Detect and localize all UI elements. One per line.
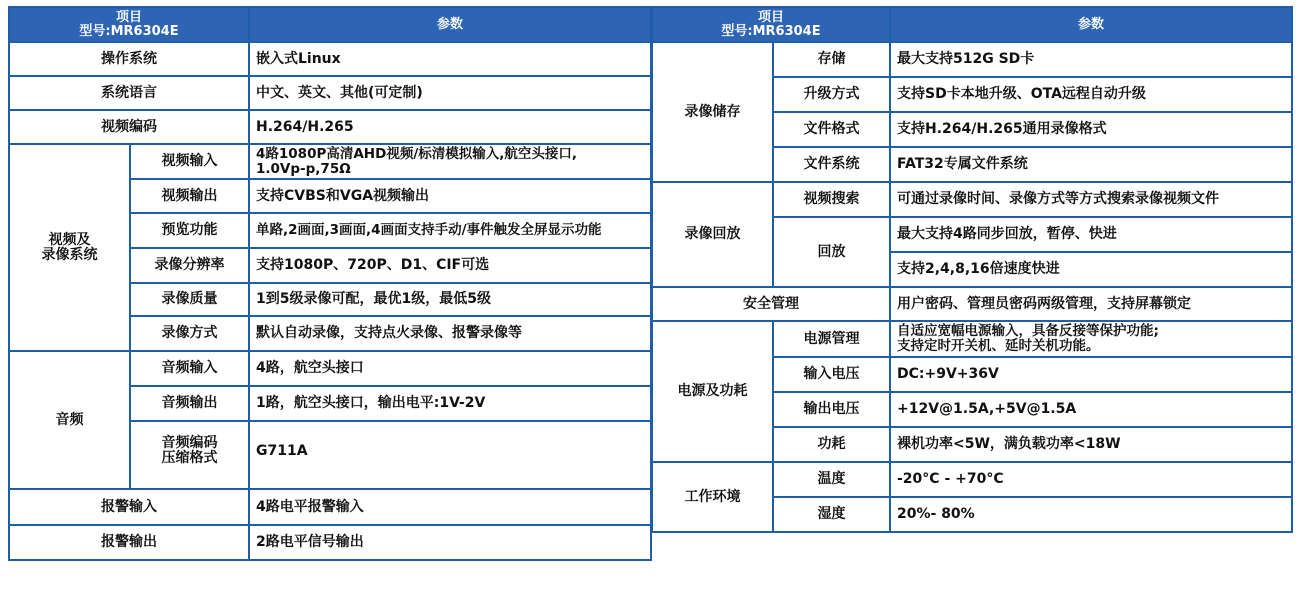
storage-label: 录像储存 bbox=[652, 42, 773, 182]
alarm-output-label: 报警输出 bbox=[9, 525, 249, 560]
audio-input-label: 音频输入 bbox=[130, 351, 249, 386]
video-search-label: 视频搜索 bbox=[773, 182, 890, 217]
video-input-label: 视频输入 bbox=[130, 144, 249, 179]
codec-label: 视频编码 bbox=[9, 110, 249, 144]
video-output-value: 支持CVBS和VGA视频输出 bbox=[249, 179, 651, 213]
os-label: 操作系统 bbox=[9, 42, 249, 76]
audio-codec-label: 音频编码 压缩格式 bbox=[130, 421, 249, 489]
preview-value: 单路,2画面,3画面,4画面支持手动/事件触发全屏显示功能 bbox=[249, 213, 651, 248]
record-resolution-value: 支持1080P、720P、D1、CIF可选 bbox=[249, 248, 651, 283]
file-system-label: 文件系统 bbox=[773, 147, 890, 182]
header-item-title: 项目 bbox=[757, 9, 784, 25]
playback-label: 录像回放 bbox=[652, 182, 773, 287]
audio-codec-value: G711A bbox=[249, 421, 651, 489]
lang-value: 中文、英文、其他(可定制) bbox=[249, 76, 651, 110]
playback-mode-label: 回放 bbox=[773, 217, 890, 287]
audio-label: 音频 bbox=[9, 351, 130, 489]
file-format-label: 文件格式 bbox=[773, 112, 890, 147]
os-value: 嵌入式Linux bbox=[249, 42, 651, 76]
header-model: 型号:MR6304E bbox=[79, 23, 179, 39]
environment-label: 工作环境 bbox=[652, 462, 773, 532]
file-system-value: FAT32专属文件系统 bbox=[890, 147, 1292, 182]
audio-output-label: 音频输出 bbox=[130, 386, 249, 421]
lang-label: 系统语言 bbox=[9, 76, 249, 110]
storage-capacity-label: 存储 bbox=[773, 42, 890, 77]
record-quality-label: 录像质量 bbox=[130, 283, 249, 316]
security-value: 用户密码、管理员密码两级管理，支持屏幕锁定 bbox=[890, 287, 1292, 321]
header-item bbox=[652, 7, 890, 42]
output-voltage-value: +12V@1.5A,+5V@1.5A bbox=[890, 392, 1292, 427]
audio-output-value: 1路，航空头接口，输出电平:1V-2V bbox=[249, 386, 651, 421]
upgrade-value: 支持SD卡本地升级、OTA远程自动升级 bbox=[890, 77, 1292, 112]
video-system-label: 视频及 录像系统 bbox=[9, 144, 130, 351]
header-item-title: 项目 bbox=[115, 9, 142, 25]
video-output-label: 视频输出 bbox=[130, 179, 249, 213]
output-voltage-label: 输出电压 bbox=[773, 392, 890, 427]
power-management-value: 自适应宽幅电源输入，具备反接等保护功能; 支持定时开关机、延时关机功能。 bbox=[890, 321, 1292, 357]
alarm-input-label: 报警输入 bbox=[9, 489, 249, 525]
codec-value: H.264/H.265 bbox=[249, 110, 651, 144]
spec-table-left bbox=[8, 6, 652, 561]
storage-capacity-value: 最大支持512G SD卡 bbox=[890, 42, 1292, 77]
header-model: 型号:MR6304E bbox=[721, 23, 821, 39]
playback-mode-value-1: 最大支持4路同步回放，暂停、快进 bbox=[890, 217, 1292, 252]
playback-mode-value-2: 支持2,4,8,16倍速度快进 bbox=[890, 252, 1292, 287]
header-param: 参数 bbox=[249, 7, 651, 42]
input-voltage-label: 输入电压 bbox=[773, 357, 890, 392]
video-input-value: 4路1080P高清AHD视频/标清模拟输入,航空头接口, 1.0Vp-p,75Ω bbox=[249, 144, 651, 179]
power-consumption-value: 裸机功率<5W，满负载功率<18W bbox=[890, 427, 1292, 462]
video-search-value: 可通过录像时间、录像方式等方式搜索录像视频文件 bbox=[890, 182, 1292, 217]
humidity-label: 湿度 bbox=[773, 497, 890, 532]
file-format-value: 支持H.264/H.265通用录像格式 bbox=[890, 112, 1292, 147]
spec-table-right bbox=[651, 6, 1293, 533]
record-resolution-label: 录像分辨率 bbox=[130, 248, 249, 283]
humidity-value: 20%- 80% bbox=[890, 497, 1292, 532]
power-management-label: 电源管理 bbox=[773, 321, 890, 357]
record-mode-label: 录像方式 bbox=[130, 316, 249, 351]
power-consumption-label: 功耗 bbox=[773, 427, 890, 462]
temperature-label: 温度 bbox=[773, 462, 890, 497]
power-label: 电源及功耗 bbox=[652, 321, 773, 462]
header-param: 参数 bbox=[890, 7, 1292, 42]
input-voltage-value: DC:+9V+36V bbox=[890, 357, 1292, 392]
upgrade-label: 升级方式 bbox=[773, 77, 890, 112]
record-mode-value: 默认自动录像，支持点火录像、报警录像等 bbox=[249, 316, 651, 351]
alarm-input-value: 4路电平报警输入 bbox=[249, 489, 651, 525]
header-item bbox=[9, 7, 249, 42]
audio-input-value: 4路，航空头接口 bbox=[249, 351, 651, 386]
temperature-value: -20°C - +70°C bbox=[890, 462, 1292, 497]
alarm-output-value: 2路电平信号输出 bbox=[249, 525, 651, 560]
record-quality-value: 1到5级录像可配，最优1级，最低5级 bbox=[249, 283, 651, 316]
security-label: 安全管理 bbox=[652, 287, 890, 321]
preview-label: 预览功能 bbox=[130, 213, 249, 248]
